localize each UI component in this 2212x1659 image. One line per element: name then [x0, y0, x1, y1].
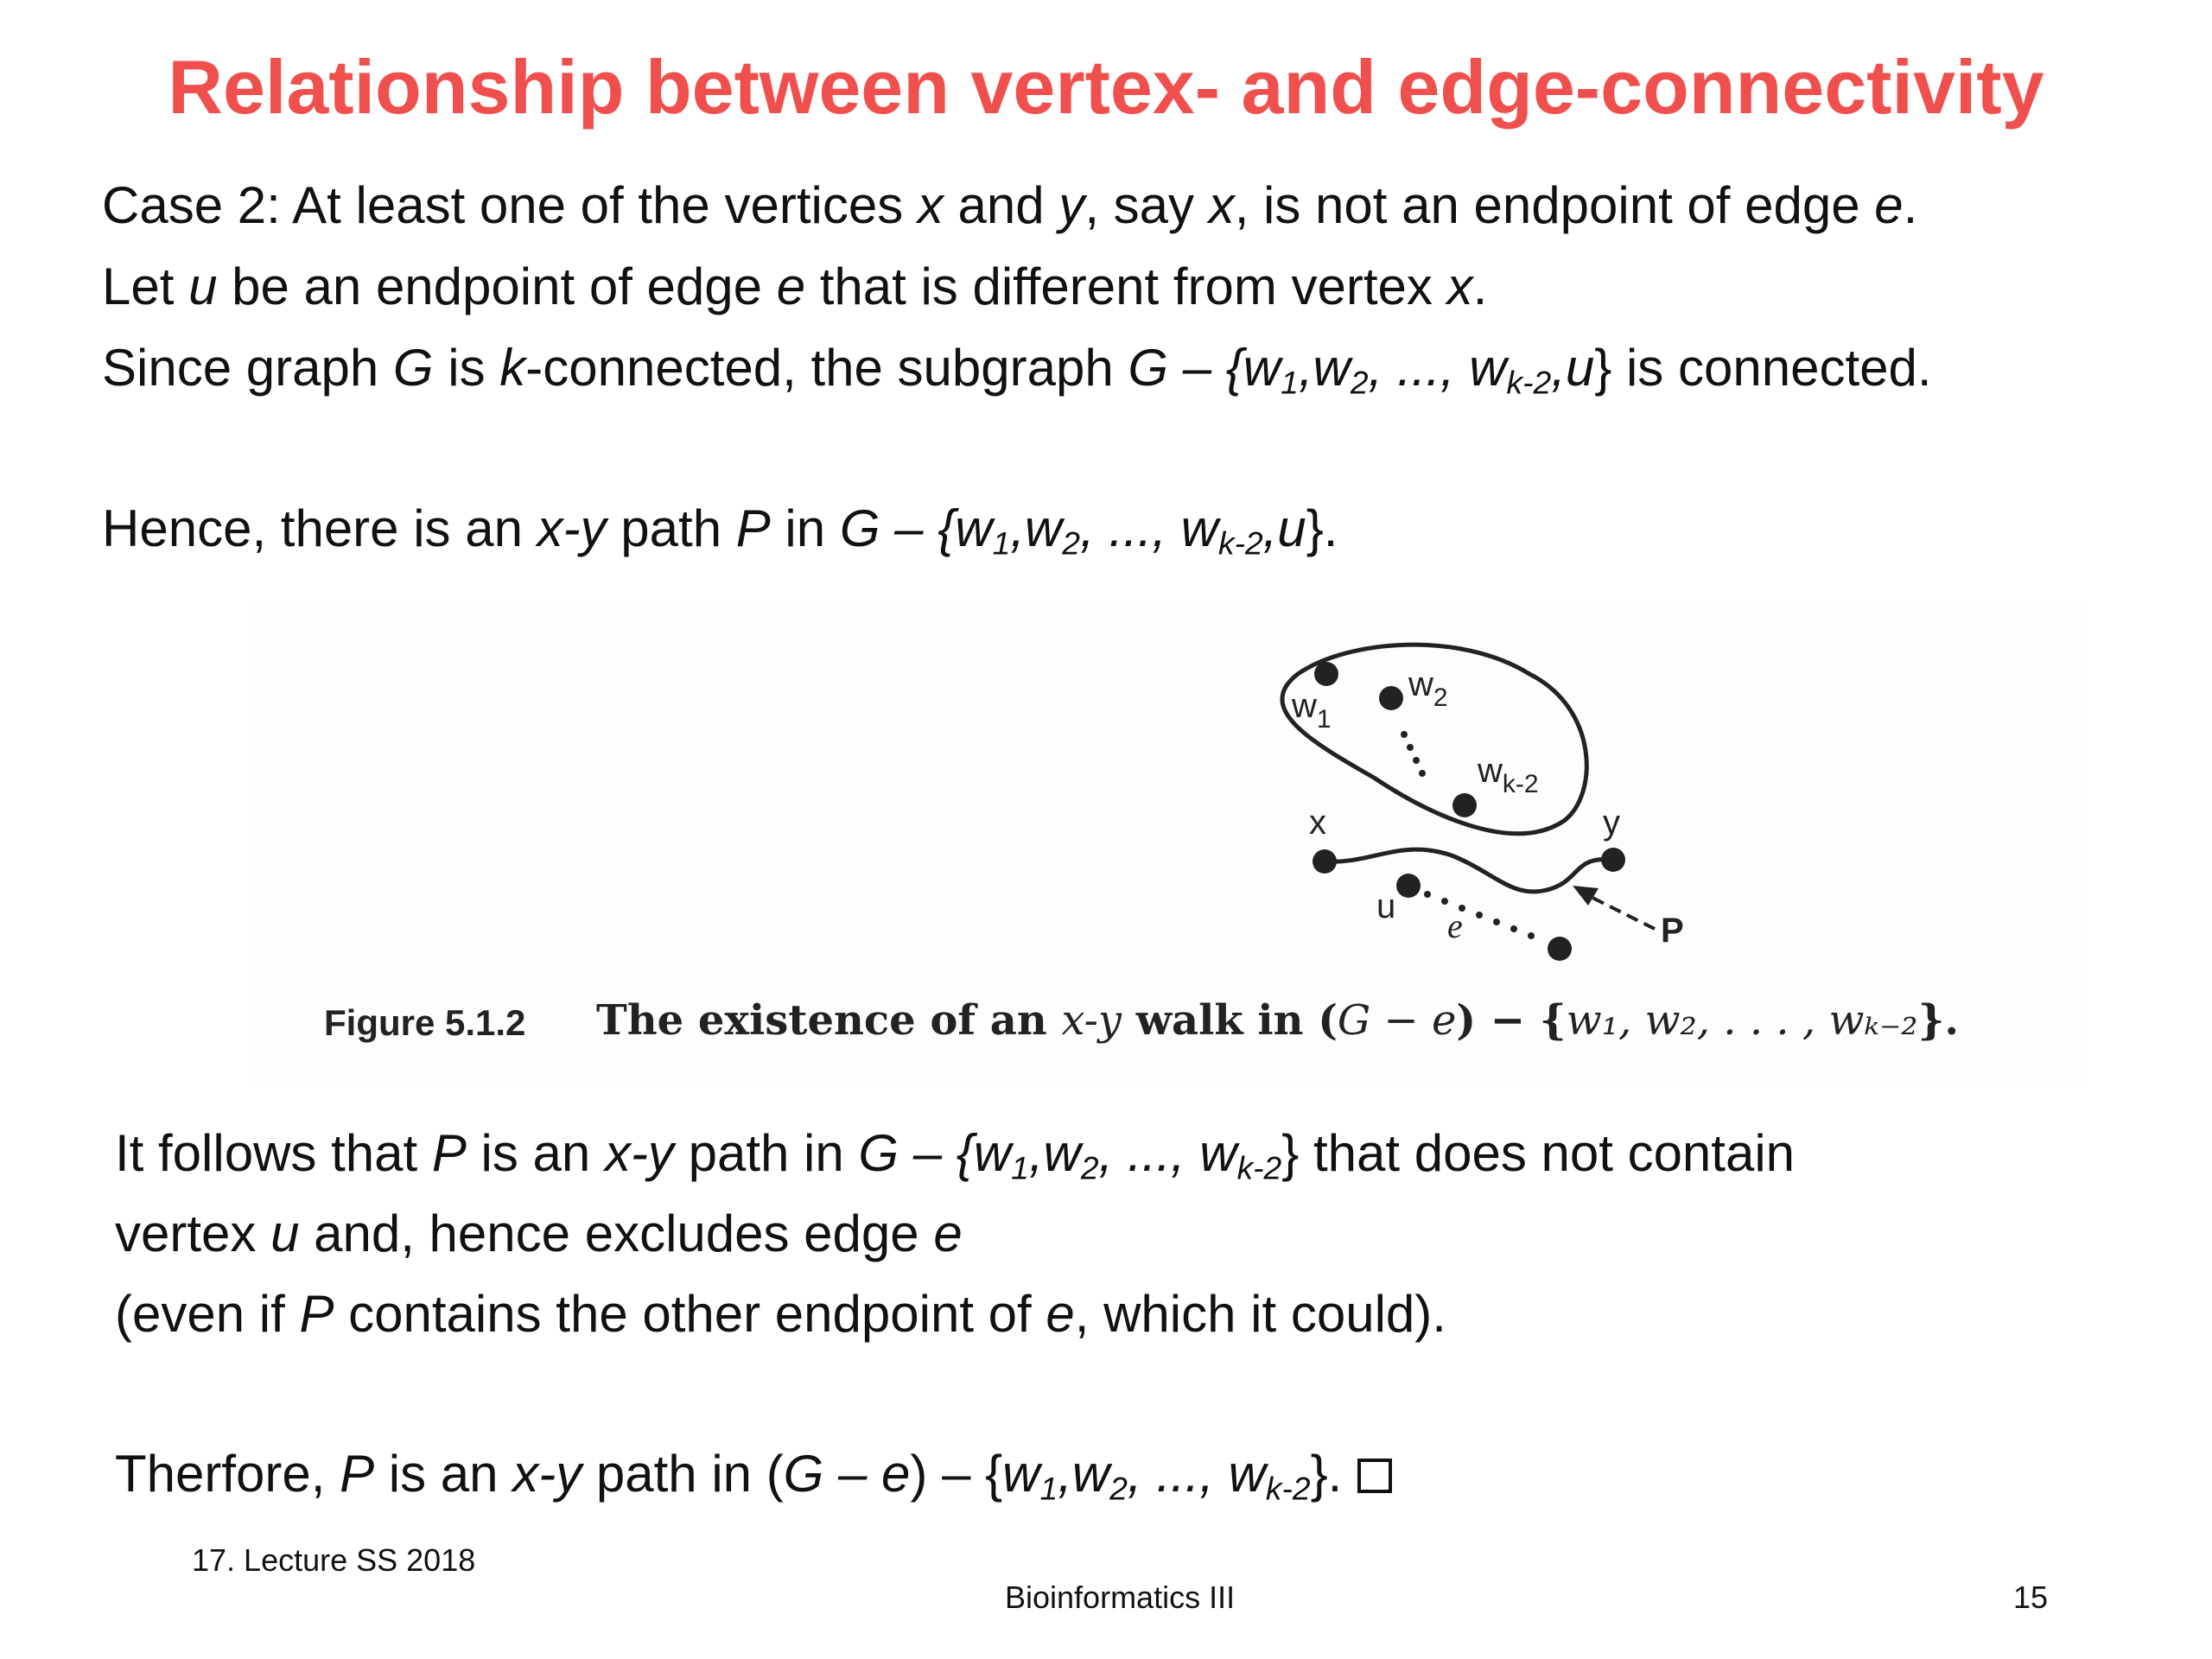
vertex-w1 — [1314, 662, 1338, 686]
text-even-if: (even if P contains the other endpoint of e, which it could). — [115, 1285, 1446, 1343]
figure-caption-text: The existence of an x-y walk in (G − e) − {w₁, w₂, . . . , wₖ₋₂}. — [596, 996, 1960, 1045]
footer-lecture: 17. Lecture SS 2018 — [192, 1542, 476, 1578]
footer-course: Bioinformatics III — [1005, 1580, 1236, 1615]
text-case-2: Case 2: At least one of the vertices x and y, say x, is not an endpoint of edge e. — [102, 176, 1918, 234]
label-e: e — [1447, 906, 1463, 945]
vertex-wk2 — [1452, 793, 1477, 817]
slide-title: Relationship between vertex- and edge-connectivity — [168, 44, 2044, 130]
footer-page-number: 15 — [2013, 1580, 2049, 1615]
label-x: x — [1309, 804, 1326, 842]
label-wk2: $w_{k-2}$ — [1478, 752, 1539, 798]
label-P: P — [1661, 912, 1684, 950]
text-let-u: Let u be an endpoint of edge e that is different from vertex x. — [102, 257, 1488, 315]
text-therefore: Therfore, P is an x-y path in $(G - e) - \{w_1,w_2$, ..., $w_{k-2}$}. — [115, 1448, 1392, 1500]
vertex-e-endpoint — [1548, 937, 1572, 961]
vertex-u — [1396, 874, 1421, 898]
label-u: u — [1376, 887, 1396, 925]
text-since-graph: Since graph G is k-connected, the subgraph G – {$w_1,w_2$, ..., $w_{k-2},u$} is connected. — [102, 339, 1932, 401]
text-hence-path: Hence, there is an x-y path P in G – {$w_1,w_2$, ..., $w_{k-2},u$}. — [102, 499, 1338, 562]
qed-square-icon — [1357, 1459, 1392, 1493]
label-w1: $w_1$ — [1292, 687, 1332, 734]
label-w2: $w_2$ — [1408, 665, 1448, 712]
vertex-w2 — [1379, 686, 1403, 710]
text-vertex-u: vertex u and, hence excludes edge e — [115, 1205, 963, 1262]
text-it-follows: It follows that P is an x-y path in G – {$w_1,w_2$, ..., $w_{k-2}$} that does not contain — [115, 1124, 1796, 1186]
label-y: y — [1603, 804, 1620, 842]
figure-caption-label: Figure 5.1.2 — [324, 1002, 526, 1043]
